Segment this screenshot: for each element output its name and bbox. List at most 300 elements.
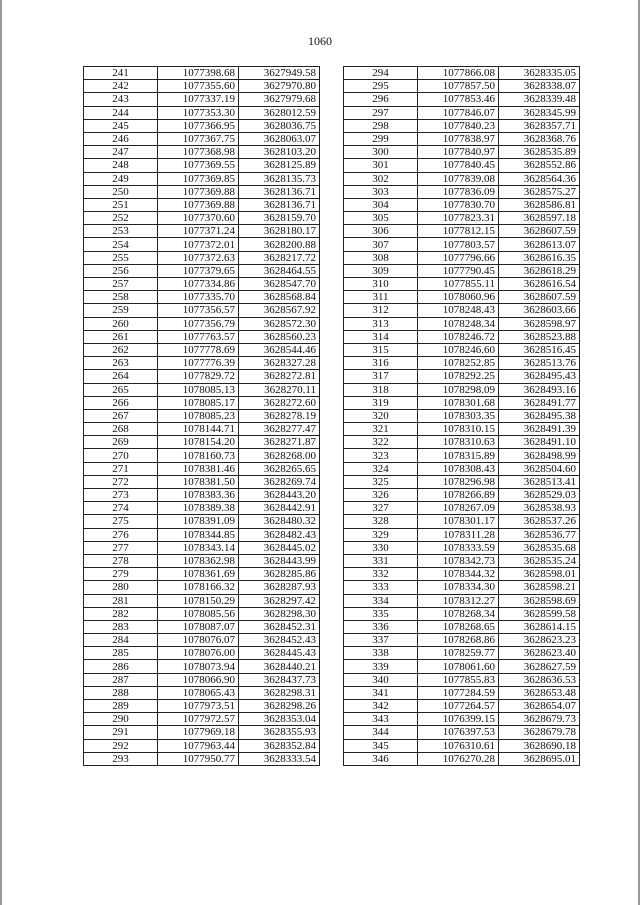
- table-row: [84, 278, 320, 291]
- x-coordinate: 1077830.70: [418, 198, 499, 211]
- x-coordinate: 1078361.69: [158, 568, 239, 581]
- y-coordinate: 3628598.21: [499, 581, 580, 594]
- point-number: 333: [344, 581, 418, 594]
- y-coordinate: 3628338.07: [499, 80, 580, 93]
- point-number: 297: [344, 106, 418, 119]
- point-number: 273: [84, 489, 158, 502]
- table-row: [84, 700, 320, 713]
- table-row: [344, 700, 580, 713]
- x-coordinate: 1077369.85: [158, 172, 239, 185]
- point-number: 298: [344, 119, 418, 132]
- table-row: [84, 251, 320, 264]
- table-row: [84, 502, 320, 515]
- point-number: 341: [344, 686, 418, 699]
- x-coordinate: 1077803.57: [418, 238, 499, 251]
- coordinate-table-left-body: [84, 67, 320, 766]
- point-number: 253: [84, 225, 158, 238]
- table-row: [84, 93, 320, 106]
- table-row: [344, 554, 580, 567]
- y-coordinate: 3628598.97: [499, 317, 580, 330]
- table-row: [344, 660, 580, 673]
- x-coordinate: 1078344.32: [418, 568, 499, 581]
- point-number: 266: [84, 396, 158, 409]
- y-coordinate: 3628623.40: [499, 647, 580, 660]
- point-number: 331: [344, 554, 418, 567]
- point-number: 280: [84, 581, 158, 594]
- point-number: 284: [84, 634, 158, 647]
- point-number: 309: [344, 264, 418, 277]
- table-row: [84, 541, 320, 554]
- table-row: [84, 185, 320, 198]
- x-coordinate: 1077370.60: [158, 212, 239, 225]
- y-coordinate: 3628125.89: [239, 159, 320, 172]
- y-coordinate: 3628491.10: [499, 436, 580, 449]
- x-coordinate: 1078061.60: [418, 660, 499, 673]
- x-coordinate: 1078381.50: [158, 475, 239, 488]
- point-number: 325: [344, 475, 418, 488]
- point-number: 282: [84, 607, 158, 620]
- x-coordinate: 1078383.36: [158, 489, 239, 502]
- x-coordinate: 1076397.53: [418, 726, 499, 739]
- x-coordinate: 1078166.32: [158, 581, 239, 594]
- point-number: 336: [344, 620, 418, 633]
- y-coordinate: 3628272.60: [239, 396, 320, 409]
- table-row: [84, 80, 320, 93]
- x-coordinate: 1077284.59: [418, 686, 499, 699]
- table-row: [84, 581, 320, 594]
- table-row: [344, 581, 580, 594]
- x-coordinate: 1078301.17: [418, 515, 499, 528]
- y-coordinate: 3628607.59: [499, 225, 580, 238]
- y-coordinate: 3628599.58: [499, 607, 580, 620]
- table-row: [84, 238, 320, 251]
- table-row: [84, 713, 320, 726]
- y-coordinate: 3628616.35: [499, 251, 580, 264]
- x-coordinate: 1077853.46: [418, 93, 499, 106]
- table-row: [344, 291, 580, 304]
- y-coordinate: 3628136.71: [239, 185, 320, 198]
- table-row: [84, 554, 320, 567]
- point-number: 342: [344, 700, 418, 713]
- table-row: [344, 93, 580, 106]
- point-number: 275: [84, 515, 158, 528]
- point-number: 335: [344, 607, 418, 620]
- table-row: [344, 159, 580, 172]
- x-coordinate: 1077379.65: [158, 264, 239, 277]
- y-coordinate: 3628535.89: [499, 146, 580, 159]
- x-coordinate: 1078334.30: [418, 581, 499, 594]
- table-row: [344, 132, 580, 145]
- table-row: [84, 634, 320, 647]
- y-coordinate: 3628452.43: [239, 634, 320, 647]
- point-number: 261: [84, 330, 158, 343]
- x-coordinate: 1078333.59: [418, 541, 499, 554]
- table-row: [344, 106, 580, 119]
- table-row: [84, 67, 320, 80]
- table-row: [344, 515, 580, 528]
- x-coordinate: 1078301.68: [418, 396, 499, 409]
- y-coordinate: 3628136.71: [239, 198, 320, 211]
- x-coordinate: 1078268.34: [418, 607, 499, 620]
- x-coordinate: 1077369.88: [158, 185, 239, 198]
- point-number: 295: [344, 80, 418, 93]
- point-number: 345: [344, 739, 418, 752]
- x-coordinate: 1078087.07: [158, 620, 239, 633]
- table-row: [84, 383, 320, 396]
- point-number: 276: [84, 528, 158, 541]
- table-row: [84, 594, 320, 607]
- table-row: [84, 409, 320, 422]
- table-row: [84, 449, 320, 462]
- y-coordinate: 3628513.76: [499, 357, 580, 370]
- point-number: 278: [84, 554, 158, 567]
- y-coordinate: 3628103.20: [239, 146, 320, 159]
- point-number: 290: [84, 713, 158, 726]
- y-coordinate: 3628516.45: [499, 343, 580, 356]
- x-coordinate: 1077839.08: [418, 172, 499, 185]
- y-coordinate: 3628616.54: [499, 278, 580, 291]
- table-row: [344, 634, 580, 647]
- table-row: [344, 278, 580, 291]
- x-coordinate: 1078073.94: [158, 660, 239, 673]
- y-coordinate: 3628180.17: [239, 225, 320, 238]
- point-number: 310: [344, 278, 418, 291]
- y-coordinate: 3628268.00: [239, 449, 320, 462]
- table-row: [84, 264, 320, 277]
- y-coordinate: 3628597.18: [499, 212, 580, 225]
- y-coordinate: 3628445.02: [239, 541, 320, 554]
- y-coordinate: 3628443.20: [239, 489, 320, 502]
- x-coordinate: 1078252.85: [418, 357, 499, 370]
- x-coordinate: 1078154.20: [158, 436, 239, 449]
- table-row: [344, 647, 580, 660]
- table-row: [344, 343, 580, 356]
- x-coordinate: 1077812.15: [418, 225, 499, 238]
- table-row: [84, 752, 320, 765]
- point-number: 299: [344, 132, 418, 145]
- y-coordinate: 3628272.81: [239, 370, 320, 383]
- scan-edge-left: [0, 0, 2, 905]
- table-row: [344, 146, 580, 159]
- y-coordinate: 3628636.53: [499, 673, 580, 686]
- table-row: [84, 475, 320, 488]
- table-row: [84, 489, 320, 502]
- table-row: [344, 541, 580, 554]
- x-coordinate: 1078312.27: [418, 594, 499, 607]
- y-coordinate: 3627949.58: [239, 67, 320, 80]
- table-row: [84, 686, 320, 699]
- y-coordinate: 3628443.99: [239, 554, 320, 567]
- point-number: 291: [84, 726, 158, 739]
- table-row: [84, 159, 320, 172]
- y-coordinate: 3628339.48: [499, 93, 580, 106]
- y-coordinate: 3628495.43: [499, 370, 580, 383]
- x-coordinate: 1077337.19: [158, 93, 239, 106]
- point-number: 279: [84, 568, 158, 581]
- x-coordinate: 1076270.28: [418, 752, 499, 765]
- point-number: 323: [344, 449, 418, 462]
- y-coordinate: 3628265.65: [239, 462, 320, 475]
- x-coordinate: 1077855.83: [418, 673, 499, 686]
- table-row: [84, 660, 320, 673]
- point-number: 274: [84, 502, 158, 515]
- x-coordinate: 1078310.63: [418, 436, 499, 449]
- y-coordinate: 3628572.30: [239, 317, 320, 330]
- y-coordinate: 3628437.73: [239, 673, 320, 686]
- x-coordinate: 1077778.69: [158, 343, 239, 356]
- y-coordinate: 3628464.55: [239, 264, 320, 277]
- x-coordinate: 1076310.61: [418, 739, 499, 752]
- x-coordinate: 1078065.43: [158, 686, 239, 699]
- point-number: 268: [84, 423, 158, 436]
- point-number: 293: [84, 752, 158, 765]
- table-row: [84, 291, 320, 304]
- x-coordinate: 1078160.73: [158, 449, 239, 462]
- x-coordinate: 1078391.09: [158, 515, 239, 528]
- table-row: [84, 423, 320, 436]
- y-coordinate: 3628654.07: [499, 700, 580, 713]
- point-number: 248: [84, 159, 158, 172]
- point-number: 312: [344, 304, 418, 317]
- x-coordinate: 1077368.98: [158, 146, 239, 159]
- y-coordinate: 3628345.99: [499, 106, 580, 119]
- coordinate-table-right-body: [344, 67, 580, 766]
- point-number: 292: [84, 739, 158, 752]
- y-coordinate: 3628491.77: [499, 396, 580, 409]
- y-coordinate: 3628564.36: [499, 172, 580, 185]
- table-row: [84, 198, 320, 211]
- x-coordinate: 1078248.43: [418, 304, 499, 317]
- point-number: 321: [344, 423, 418, 436]
- table-row: [84, 568, 320, 581]
- x-coordinate: 1078150.29: [158, 594, 239, 607]
- y-coordinate: 3628135.73: [239, 172, 320, 185]
- y-coordinate: 3628538.93: [499, 502, 580, 515]
- x-coordinate: 1077353.30: [158, 106, 239, 119]
- point-number: 249: [84, 172, 158, 185]
- y-coordinate: 3628452.31: [239, 620, 320, 633]
- y-coordinate: 3628271.87: [239, 436, 320, 449]
- table-row: [344, 251, 580, 264]
- x-coordinate: 1078246.72: [418, 330, 499, 343]
- y-coordinate: 3628217.72: [239, 251, 320, 264]
- table-row: [84, 396, 320, 409]
- y-coordinate: 3628586.81: [499, 198, 580, 211]
- y-coordinate: 3628679.73: [499, 713, 580, 726]
- x-coordinate: 1077334.86: [158, 278, 239, 291]
- x-coordinate: 1078066.90: [158, 673, 239, 686]
- x-coordinate: 1078266.89: [418, 489, 499, 502]
- table-row: [344, 673, 580, 686]
- table-row: [344, 225, 580, 238]
- point-number: 243: [84, 93, 158, 106]
- point-number: 287: [84, 673, 158, 686]
- y-coordinate: 3628653.48: [499, 686, 580, 699]
- x-coordinate: 1078292.25: [418, 370, 499, 383]
- point-number: 301: [344, 159, 418, 172]
- point-number: 307: [344, 238, 418, 251]
- point-number: 311: [344, 291, 418, 304]
- point-number: 317: [344, 370, 418, 383]
- y-coordinate: 3628287.93: [239, 581, 320, 594]
- point-number: 283: [84, 620, 158, 633]
- point-number: 296: [344, 93, 418, 106]
- y-coordinate: 3628159.70: [239, 212, 320, 225]
- coordinate-table-left: [83, 66, 320, 766]
- table-row: [84, 106, 320, 119]
- y-coordinate: 3628603.66: [499, 304, 580, 317]
- y-coordinate: 3628495.38: [499, 409, 580, 422]
- point-number: 337: [344, 634, 418, 647]
- table-row: [344, 212, 580, 225]
- point-number: 255: [84, 251, 158, 264]
- coordinate-table-right: [343, 66, 580, 766]
- table-row: [344, 80, 580, 93]
- x-coordinate: 1078311.28: [418, 528, 499, 541]
- y-coordinate: 3628552.86: [499, 159, 580, 172]
- y-coordinate: 3628493.16: [499, 383, 580, 396]
- point-number: 267: [84, 409, 158, 422]
- table-row: [344, 330, 580, 343]
- table-row: [84, 462, 320, 475]
- point-number: 256: [84, 264, 158, 277]
- y-coordinate: 3628679.78: [499, 726, 580, 739]
- x-coordinate: 1077855.11: [418, 278, 499, 291]
- y-coordinate: 3628297.42: [239, 594, 320, 607]
- point-number: 246: [84, 132, 158, 145]
- table-row: [84, 119, 320, 132]
- x-coordinate: 1078362.98: [158, 554, 239, 567]
- y-coordinate: 3628607.59: [499, 291, 580, 304]
- y-coordinate: 3628535.68: [499, 541, 580, 554]
- y-coordinate: 3628269.74: [239, 475, 320, 488]
- y-coordinate: 3628270.11: [239, 383, 320, 396]
- table-row: [344, 502, 580, 515]
- x-coordinate: 1076399.15: [418, 713, 499, 726]
- point-number: 242: [84, 80, 158, 93]
- x-coordinate: 1077372.01: [158, 238, 239, 251]
- x-coordinate: 1077972.57: [158, 713, 239, 726]
- point-number: 346: [344, 752, 418, 765]
- x-coordinate: 1077763.57: [158, 330, 239, 343]
- point-number: 319: [344, 396, 418, 409]
- table-row: [344, 370, 580, 383]
- table-row: [344, 607, 580, 620]
- y-coordinate: 3628357.71: [499, 119, 580, 132]
- y-coordinate: 3628335.05: [499, 67, 580, 80]
- table-row: [84, 172, 320, 185]
- x-coordinate: 1077846.07: [418, 106, 499, 119]
- point-number: 314: [344, 330, 418, 343]
- point-number: 328: [344, 515, 418, 528]
- table-row: [84, 304, 320, 317]
- y-coordinate: 3628614.15: [499, 620, 580, 633]
- point-number: 247: [84, 146, 158, 159]
- y-coordinate: 3628618.29: [499, 264, 580, 277]
- y-coordinate: 3628695.01: [499, 752, 580, 765]
- table-row: [84, 647, 320, 660]
- x-coordinate: 1077838.97: [418, 132, 499, 145]
- x-coordinate: 1077840.23: [418, 119, 499, 132]
- x-coordinate: 1078381.46: [158, 462, 239, 475]
- table-row: [344, 383, 580, 396]
- table-row: [344, 475, 580, 488]
- point-number: 271: [84, 462, 158, 475]
- x-coordinate: 1077356.57: [158, 304, 239, 317]
- y-coordinate: 3628498.99: [499, 449, 580, 462]
- point-number: 277: [84, 541, 158, 554]
- x-coordinate: 1077973.51: [158, 700, 239, 713]
- x-coordinate: 1078085.23: [158, 409, 239, 422]
- point-number: 308: [344, 251, 418, 264]
- y-coordinate: 3628298.31: [239, 686, 320, 699]
- table-row: [84, 357, 320, 370]
- x-coordinate: 1077829.72: [158, 370, 239, 383]
- y-coordinate: 3628560.23: [239, 330, 320, 343]
- point-number: 288: [84, 686, 158, 699]
- point-number: 340: [344, 673, 418, 686]
- x-coordinate: 1077366.95: [158, 119, 239, 132]
- point-number: 263: [84, 357, 158, 370]
- y-coordinate: 3628063.07: [239, 132, 320, 145]
- y-coordinate: 3628598.01: [499, 568, 580, 581]
- point-number: 250: [84, 185, 158, 198]
- y-coordinate: 3628537.26: [499, 515, 580, 528]
- x-coordinate: 1078085.17: [158, 396, 239, 409]
- table-row: [344, 713, 580, 726]
- y-coordinate: 3628504.60: [499, 462, 580, 475]
- x-coordinate: 1077335.70: [158, 291, 239, 304]
- x-coordinate: 1078315.89: [418, 449, 499, 462]
- table-row: [84, 212, 320, 225]
- y-coordinate: 3628440.21: [239, 660, 320, 673]
- x-coordinate: 1077398.68: [158, 67, 239, 80]
- table-row: [344, 409, 580, 422]
- point-number: 304: [344, 198, 418, 211]
- y-coordinate: 3628327.28: [239, 357, 320, 370]
- table-row: [84, 515, 320, 528]
- point-number: 264: [84, 370, 158, 383]
- y-coordinate: 3628442.91: [239, 502, 320, 515]
- x-coordinate: 1078076.00: [158, 647, 239, 660]
- point-number: 269: [84, 436, 158, 449]
- table-row: [84, 146, 320, 159]
- y-coordinate: 3628298.26: [239, 700, 320, 713]
- table-row: [344, 752, 580, 765]
- y-coordinate: 3628353.04: [239, 713, 320, 726]
- point-number: 332: [344, 568, 418, 581]
- x-coordinate: 1077969.18: [158, 726, 239, 739]
- point-number: 302: [344, 172, 418, 185]
- point-number: 344: [344, 726, 418, 739]
- x-coordinate: 1078144.71: [158, 423, 239, 436]
- table-row: [344, 462, 580, 475]
- x-coordinate: 1078085.13: [158, 383, 239, 396]
- table-row: [344, 528, 580, 541]
- y-coordinate: 3627970.80: [239, 80, 320, 93]
- table-row: [344, 726, 580, 739]
- point-number: 316: [344, 357, 418, 370]
- point-number: 244: [84, 106, 158, 119]
- point-number: 252: [84, 212, 158, 225]
- point-number: 286: [84, 660, 158, 673]
- y-coordinate: 3628368.76: [499, 132, 580, 145]
- point-number: 313: [344, 317, 418, 330]
- point-number: 241: [84, 67, 158, 80]
- table-row: [84, 673, 320, 686]
- x-coordinate: 1078060.96: [418, 291, 499, 304]
- y-coordinate: 3627979.68: [239, 93, 320, 106]
